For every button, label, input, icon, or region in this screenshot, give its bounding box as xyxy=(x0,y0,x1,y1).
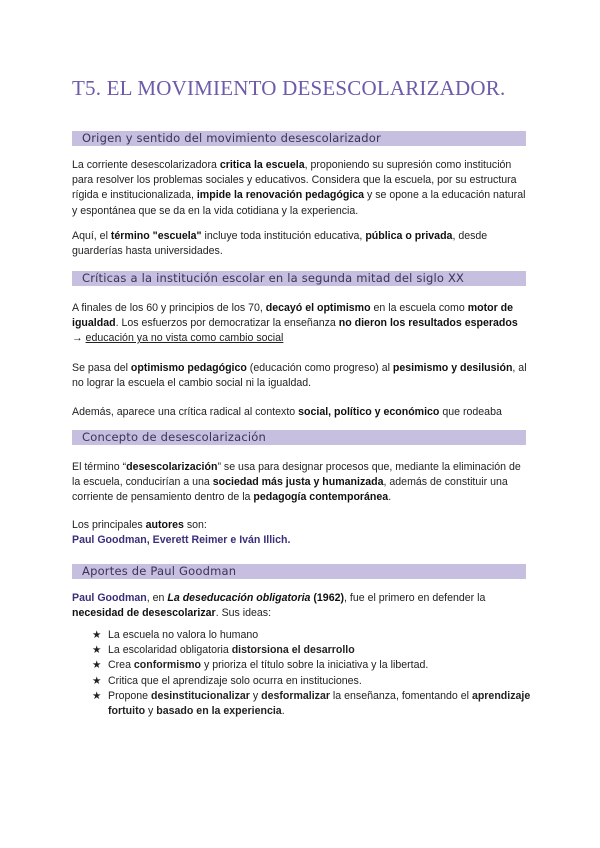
page-title: T5. EL MOVIMIENTO DESESCOLARIZADOR. xyxy=(72,76,506,100)
text: Propone xyxy=(108,689,151,702)
section-header-origen xyxy=(72,131,526,146)
bold-text: pedagogía contemporánea xyxy=(253,491,389,504)
paragraph-critica-radical xyxy=(72,405,528,420)
text: . xyxy=(281,705,285,718)
ideas-list xyxy=(92,628,532,719)
list-item xyxy=(92,658,532,673)
bold-text: desformalizar xyxy=(261,689,330,702)
bold-text: basado en la experiencia xyxy=(156,705,282,718)
text: la enseñanza, fomentando el xyxy=(329,689,472,702)
bold-text: necesidad de desescolarizar xyxy=(72,607,216,620)
star-icon: ★ xyxy=(92,644,102,657)
text: y xyxy=(249,689,262,702)
paragraph-escuela xyxy=(72,229,528,259)
bold-text: optimismo pedagógico xyxy=(130,362,247,374)
bold-text: desescolarización xyxy=(126,461,218,473)
paragraph-autores xyxy=(72,518,528,548)
authors-list: Paul Goodman, Everett Reimer e Iván Illich. xyxy=(72,534,291,547)
section-header-criticas xyxy=(72,271,526,286)
text: , fue el primero en defender la xyxy=(344,592,486,604)
section-title: Críticas a la institución escolar en la segunda mitad del siglo XX xyxy=(82,271,465,285)
text: y se opone a la educación natural y espontánea que se da en la vida cotidiana y la experiencia. xyxy=(72,189,526,217)
text: son: xyxy=(183,519,207,531)
bold-text: aprendizaje fortuito xyxy=(108,689,531,718)
text: Además, aparece una crítica radical al contexto xyxy=(72,406,299,418)
text: que rodeaba xyxy=(439,406,502,418)
author-name: Paul Goodman xyxy=(72,592,147,604)
text: , además de constituir una corriente de pensamiento dentro de la xyxy=(72,476,508,504)
list-item xyxy=(92,689,532,719)
section-header-goodman xyxy=(72,564,526,579)
list-item xyxy=(92,643,532,658)
bold-text: social, político y económico xyxy=(298,406,440,418)
text: La escuela no valora lo humano xyxy=(108,629,259,641)
text: en la escuela como xyxy=(370,302,468,314)
arrow-text: → xyxy=(72,332,86,345)
text: . xyxy=(388,491,392,504)
bold-text: critica la escuela xyxy=(219,159,305,171)
text: Se pasa del xyxy=(72,362,131,374)
section-title: Concepto de desescolarización xyxy=(82,430,266,444)
bold-text: autores xyxy=(145,519,184,531)
text: La escolaridad obligatoria xyxy=(108,644,232,657)
text: y xyxy=(145,705,157,718)
bold-text: sociedad más justa y humanizada xyxy=(212,476,384,489)
bold-text: distorsiona el desarrollo xyxy=(231,644,355,657)
text: incluye toda institución educativa, xyxy=(201,230,366,242)
star-icon: ★ xyxy=(92,659,102,672)
text: Critica que el aprendizaje solo ocurra en instituciones. xyxy=(108,674,362,687)
paragraph-origen xyxy=(72,158,528,219)
underlined-text: educación ya no vista como cambio social xyxy=(85,332,284,345)
bold-text: desinstitucionalizar xyxy=(151,689,250,702)
bold-text: conformismo xyxy=(133,659,202,672)
text: ” se usa para designar procesos que, mediante la eliminación de la escuela, conducirían a una xyxy=(72,461,521,489)
text: El término “ xyxy=(72,461,127,473)
bold-text: no dieron los resultados esperados xyxy=(338,317,518,330)
bold-text: término "escuela" xyxy=(110,230,202,242)
star-icon: ★ xyxy=(92,674,102,687)
star-icon: ★ xyxy=(92,689,102,702)
text: , proponiendo su supresión como institución para resolver los problemas sociales y educativos. Considera que la escuela, por su estructura rígida e institucionalizada, xyxy=(72,159,517,202)
section-title: Aportes de Paul Goodman xyxy=(82,564,237,578)
section-header-concepto xyxy=(72,430,526,445)
bold-text: motor de igualdad xyxy=(72,302,514,330)
text: . Sus ideas: xyxy=(215,607,272,620)
list-item xyxy=(92,674,532,689)
text: Los principales xyxy=(72,519,146,531)
text: , en xyxy=(146,592,168,604)
star-icon: ★ xyxy=(92,629,102,641)
bold-text: (1962) xyxy=(310,592,345,604)
paragraph-optimismo xyxy=(72,301,528,347)
bold-text: impide la renovación pedagógica xyxy=(196,189,365,202)
text: . Los esfuerzos por democratizar la enseñanza xyxy=(115,317,339,330)
paragraph-pesimismo xyxy=(72,361,528,391)
text: Aquí, el xyxy=(72,230,111,242)
text: , al no lograr la escuela el cambio social ni la igualdad. xyxy=(72,362,527,390)
paragraph-concepto xyxy=(72,460,528,506)
bold-text: pública o privada xyxy=(365,230,453,242)
text: A finales de los 60 y principios de los 70, xyxy=(72,302,266,314)
list-item xyxy=(92,628,532,643)
section-title: Origen y sentido del movimiento desescolarizador xyxy=(82,131,381,145)
book-title: La deseducación obligatoria xyxy=(167,592,311,604)
bold-text: decayó el optimismo xyxy=(265,302,371,314)
text: (educación como progreso) al xyxy=(246,362,393,374)
text: , desde guarderías hasta universidades. xyxy=(72,230,488,258)
bold-text: pesimismo y desilusión xyxy=(392,362,513,374)
text: Crea xyxy=(108,659,134,672)
paragraph-goodman xyxy=(72,591,528,621)
text: La corriente desescolarizadora xyxy=(72,159,220,171)
text: y prioriza el título sobre la iniciativa y la libertad. xyxy=(201,659,429,672)
